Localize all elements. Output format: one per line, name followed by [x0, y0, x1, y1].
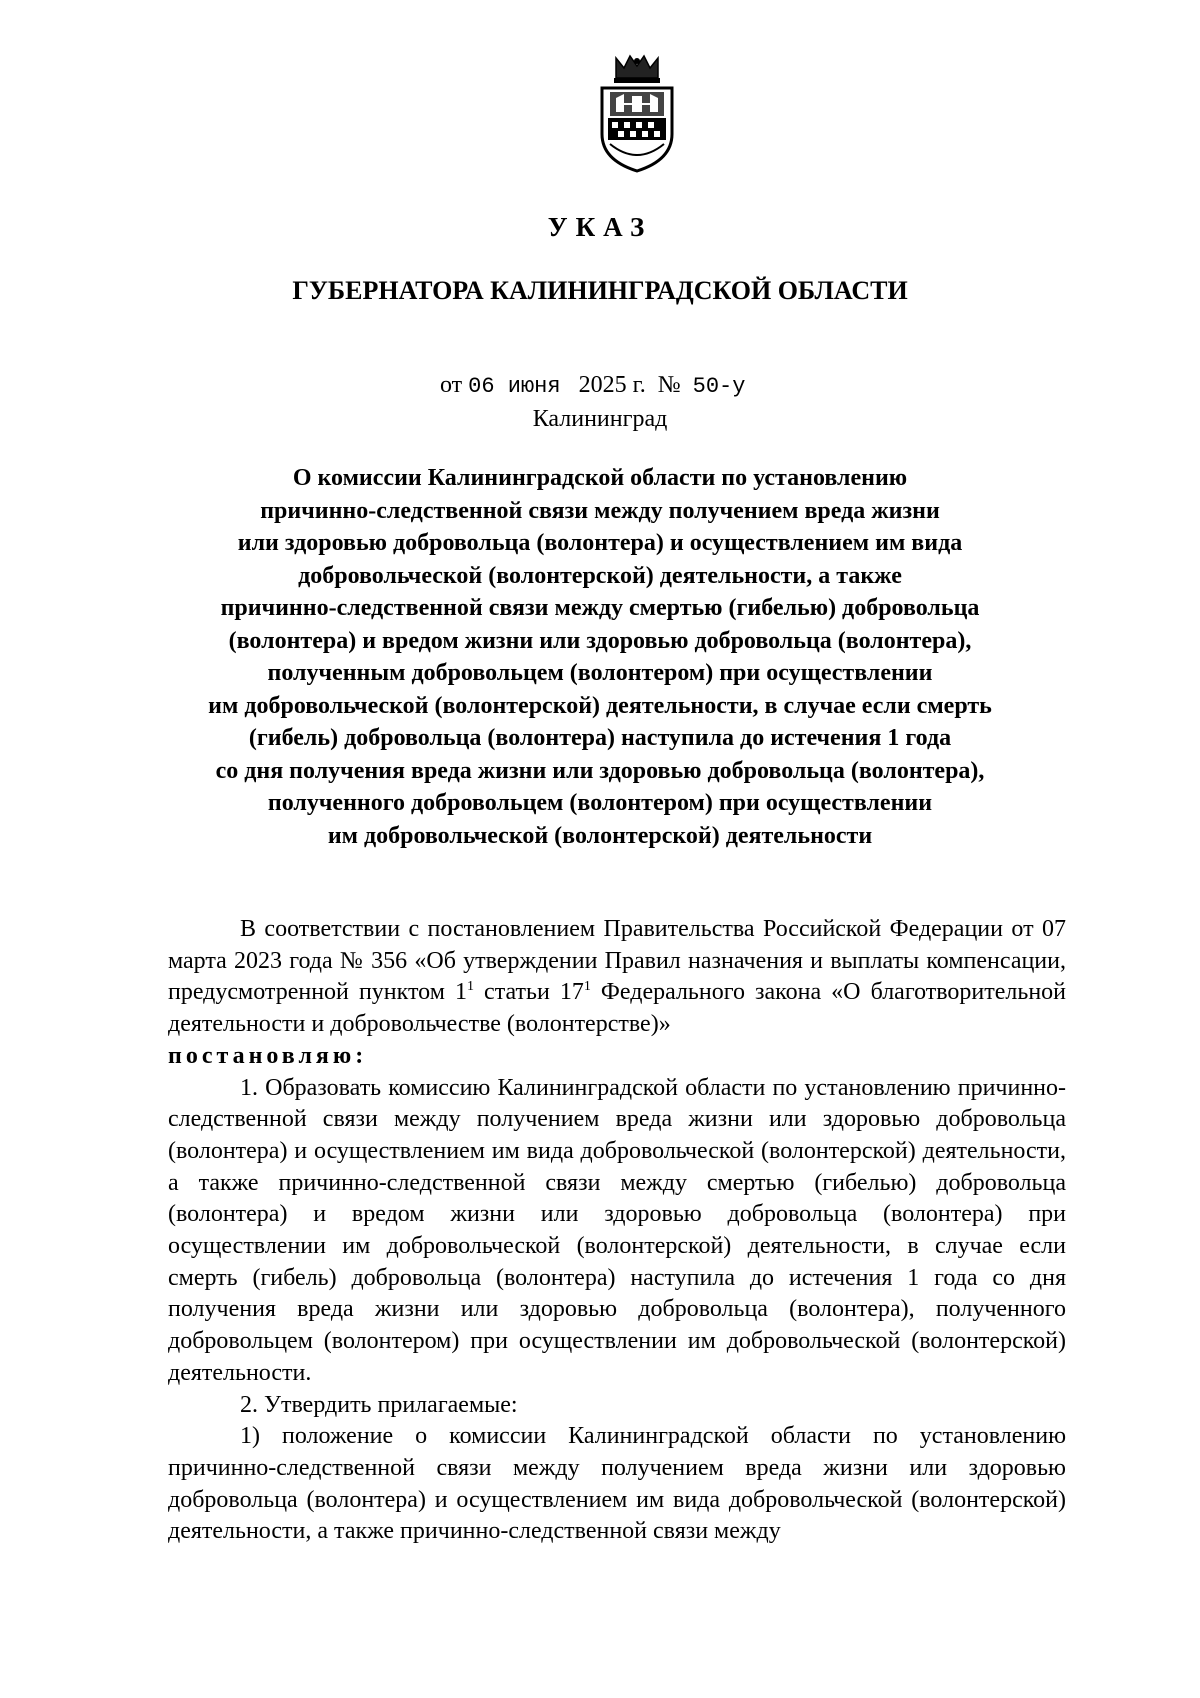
date-day-month: 06 июня: [468, 374, 561, 399]
decree-word-paragraph: [168, 1041, 1066, 1073]
title-line: причинно-следственной связи между получением вреда жизни: [260, 497, 940, 524]
title-line: (гибель) добровольца (волонтера) наступила до истечения 1 года: [248, 725, 952, 751]
date-year: 2025 г.: [578, 372, 646, 398]
document-number: 50-у: [692, 374, 746, 399]
preamble-paragraph: В соответствии с постановлением Правительства Российской Федерации от 07 марта 2023 года № 356 «Об утверждении Правил назначения и выплаты компенсации, предусмотренной пунктом $1^1$ статьи $17^1$ Федерального закона «О благотворительной деятельности и добровольчестве (волонтерстве)»: [168, 916, 1067, 1038]
subclause-1: 1) положение о комиссии Калининградской области по установлению причинно-следственной связи между получением вреда жизни или здоровью добровольца (волонтера) и осуществлением им вида добровольческой (волонтерской) деятельности, а также причинно-следственной связи между: [168, 1423, 1066, 1545]
number-sign: №: [657, 372, 681, 398]
title-line: полученным добровольцем (волонтером) при осуществлении: [267, 660, 933, 686]
title-line: причинно-следственной связи между смертью (гибелью) добровольца: [220, 595, 980, 621]
date-number-line: [440, 372, 745, 399]
title-line: (волонтера) и вредом жизни или здоровью добровольца (волонтера),: [228, 627, 972, 654]
title-line: или здоровью добровольца (волонтера) и осуществлением им вида: [237, 530, 963, 556]
issuer-heading: ГУБЕРНАТОРА КАЛИНИНГРАДСКОЙ ОБЛАСТИ: [292, 276, 908, 305]
title-line: О комиссии Калининградской области по установлению: [292, 465, 908, 491]
city-line: Калининград: [532, 406, 668, 432]
date-prefix: от: [440, 372, 463, 398]
title-line: добровольческой (волонтерской) деятельности, а также: [298, 562, 902, 589]
title-line: полученного добровольцем (волонтером) при осуществлении: [267, 790, 933, 816]
decree-word: постановляю:: [168, 1042, 368, 1069]
coat-of-arms-icon: [596, 54, 678, 174]
clause-2: 2. Утвердить прилагаемые:: [240, 1391, 518, 1418]
document-body: [168, 914, 1066, 1548]
title-line: им добровольческой (волонтерской) деятельности: [327, 822, 873, 849]
document-type-heading: УКАЗ: [547, 212, 653, 242]
document-title: [150, 462, 1050, 852]
title-line: со дня получения вреда жизни или здоровью добровольца (волонтера),: [215, 757, 985, 784]
clause-1: 1. Образовать комиссию Калининградской области по установлению причинно-следственной связи между получением вреда жизни или здоровью добровольца (волонтера) и осуществлением им вида добровольческой (волонтерской) деятельности, а также причинно-следственной связи между смертью (гибелью) добровольца (волонтера) и вредом жизни или здоровью добровольца (волонтера) при осуществлении им добровольческой (волонтерской) деятельности, в случае если смерть (гибель) добровольца (волонтера) наступила до истечения 1 года со дня получения вреда жизни или здоровью добровольца (волонтера), полученного добровольцем (волонтером) при осуществлении им добровольческой (волонтерской) деятельности.: [168, 1074, 1066, 1386]
title-line: им добровольческой (волонтерской) деятельности, в случае если смерть: [208, 692, 992, 719]
